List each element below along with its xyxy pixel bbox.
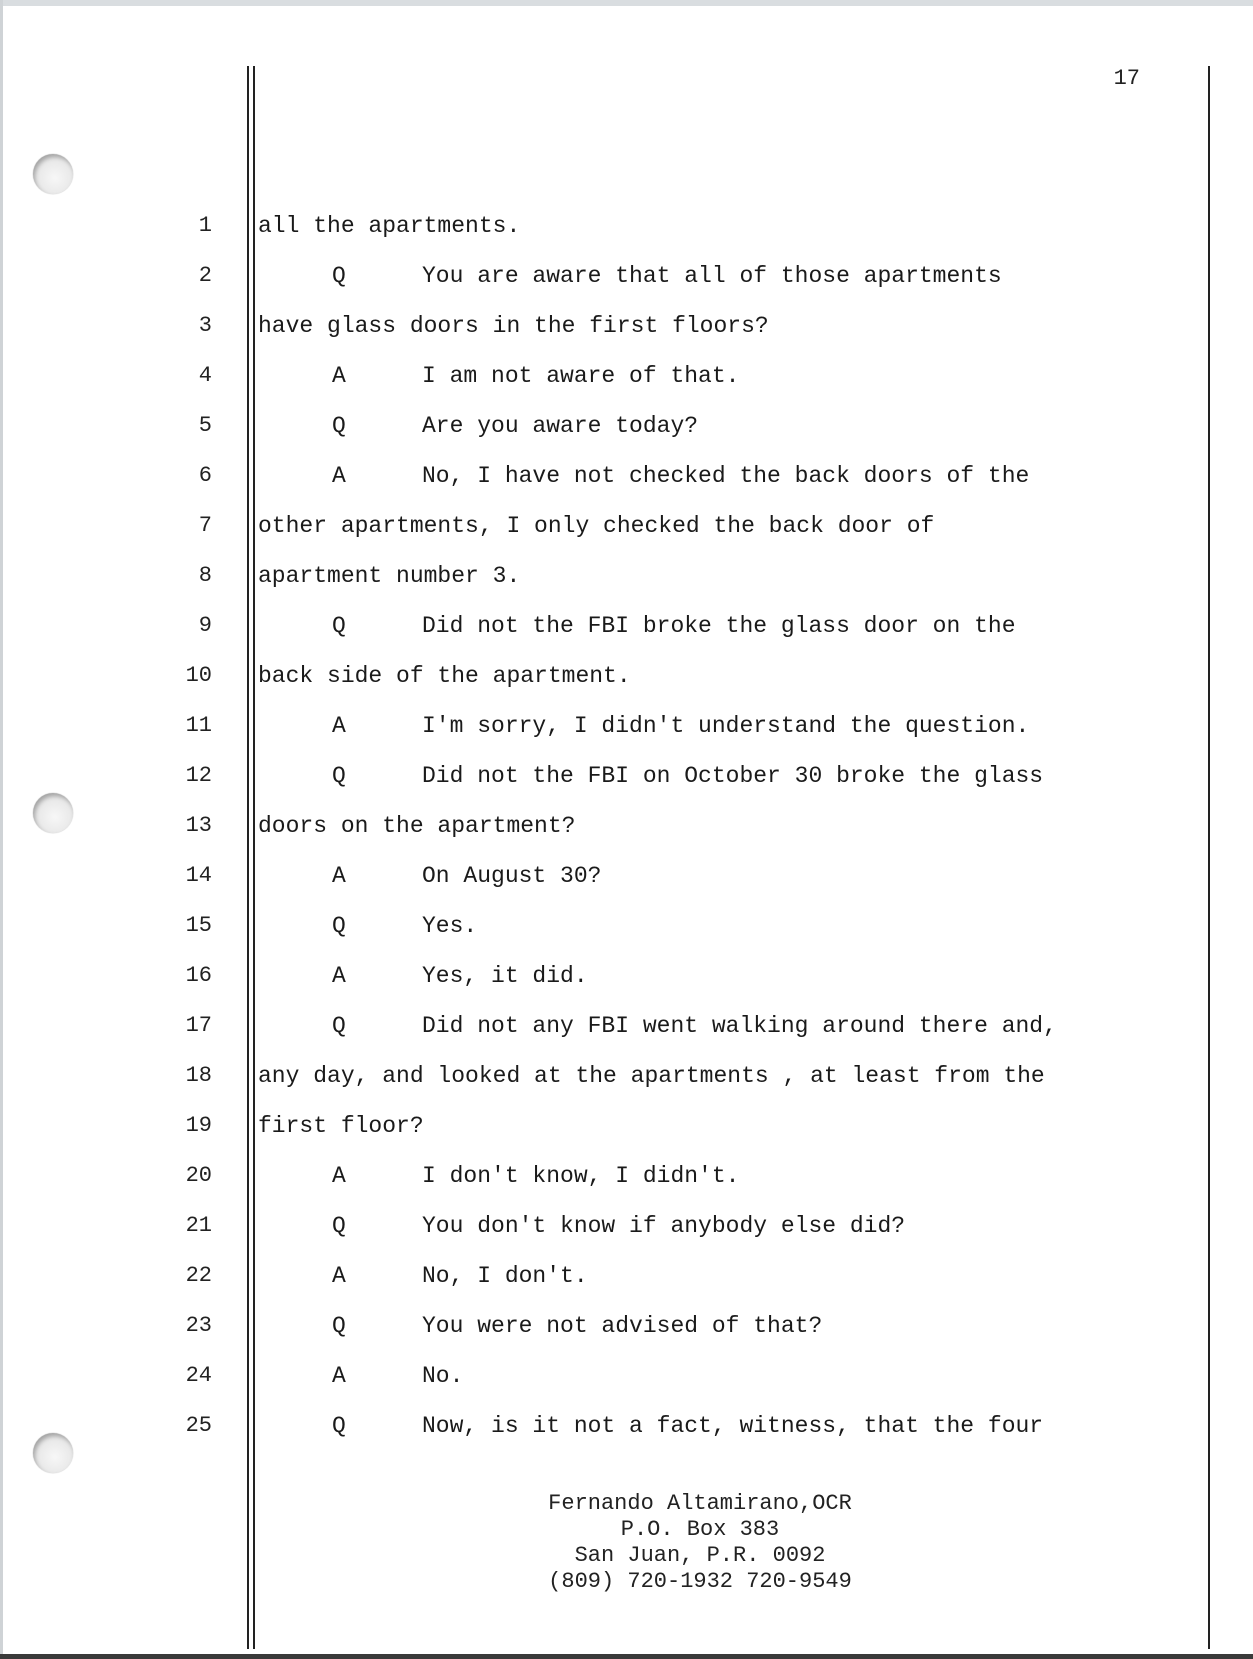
page-number: 17: [1113, 66, 1140, 91]
speaker-label: Q: [332, 1213, 346, 1239]
speaker-label: A: [332, 463, 346, 489]
line-text: Did not the FBI broke the glass door on the: [422, 613, 1016, 639]
scan-top-edge: [0, 0, 1253, 6]
scan-bottom-edge: [0, 1654, 1253, 1659]
line-text: Yes, it did.: [422, 963, 588, 989]
transcript-line: [0, 1362, 1253, 1412]
line-number: 5: [198, 413, 212, 438]
line-number: 3: [198, 313, 212, 338]
speaker-label: A: [332, 1363, 346, 1389]
transcript-line: [0, 312, 1253, 362]
transcript-line: [0, 1012, 1253, 1062]
line-text: back side of the apartment.: [258, 663, 631, 689]
transcript-line: [0, 762, 1253, 812]
line-number: 9: [198, 613, 212, 638]
line-number: 2: [198, 263, 212, 288]
line-text: apartment number 3.: [258, 563, 521, 589]
line-text: No.: [422, 1363, 464, 1389]
line-text: You don't know if anybody else did?: [422, 1213, 906, 1239]
speaker-label: Q: [332, 913, 346, 939]
transcript-line: [0, 362, 1253, 412]
line-number: 21: [185, 1213, 212, 1238]
line-text: Did not the FBI on October 30 broke the glass: [422, 763, 1044, 789]
reporter-phone: (809) 720-1932 720-9549: [548, 1569, 852, 1594]
line-number: 16: [185, 963, 212, 988]
line-number: 22: [185, 1263, 212, 1288]
line-number: 17: [185, 1013, 212, 1038]
transcript-line: [0, 1162, 1253, 1212]
speaker-label: A: [332, 713, 346, 739]
line-text: I am not aware of that.: [422, 363, 740, 389]
speaker-label: Q: [332, 263, 346, 289]
line-number: 8: [198, 563, 212, 588]
line-text: have glass doors in the first floors?: [258, 313, 769, 339]
transcript-line: [0, 562, 1253, 612]
transcript-body: [0, 212, 1253, 1462]
line-text: I don't know, I didn't.: [422, 1163, 740, 1189]
line-text: first floor?: [258, 1113, 424, 1139]
transcript-line: [0, 662, 1253, 712]
speaker-label: A: [332, 1163, 346, 1189]
line-number: 6: [198, 463, 212, 488]
speaker-label: A: [332, 963, 346, 989]
line-text: Are you aware today?: [422, 413, 699, 439]
speaker-label: Q: [332, 613, 346, 639]
transcript-line: [0, 462, 1253, 512]
speaker-label: A: [332, 863, 346, 889]
transcript-line: [0, 612, 1253, 662]
line-number: 18: [185, 1063, 212, 1088]
line-number: 25: [185, 1413, 212, 1438]
line-text: Yes.: [422, 913, 478, 939]
line-text: You were not advised of that?: [422, 1313, 823, 1339]
transcript-line: [0, 912, 1253, 962]
speaker-label: Q: [332, 1413, 346, 1439]
line-number: 11: [185, 713, 212, 738]
line-text: No, I don't.: [422, 1263, 588, 1289]
transcript-line: [0, 1112, 1253, 1162]
transcript-line: [0, 812, 1253, 862]
transcript-line: [0, 1212, 1253, 1262]
transcript-line: [0, 262, 1253, 312]
transcript-line: [0, 862, 1253, 912]
line-number: 4: [198, 363, 212, 388]
court-reporter-footer: [400, 1491, 1000, 1595]
line-number: 19: [185, 1113, 212, 1138]
line-text: doors on the apartment?: [258, 813, 576, 839]
line-text: You are aware that all of those apartments: [422, 263, 1002, 289]
line-number: 10: [185, 663, 212, 688]
line-text: On August 30?: [422, 863, 602, 889]
speaker-label: A: [332, 1263, 346, 1289]
transcript-line: [0, 712, 1253, 762]
line-text: Now, is it not a fact, witness, that the four: [422, 1413, 1044, 1439]
speaker-label: Q: [332, 763, 346, 789]
line-number: 1: [198, 213, 212, 238]
line-text: other apartments, I only checked the back door of: [258, 513, 935, 539]
transcript-line: [0, 512, 1253, 562]
transcript-line: [0, 1412, 1253, 1462]
speaker-label: A: [332, 363, 346, 389]
transcript-line: [0, 1262, 1253, 1312]
line-number: 13: [185, 813, 212, 838]
speaker-label: Q: [332, 413, 346, 439]
line-number: 7: [198, 513, 212, 538]
speaker-label: Q: [332, 1313, 346, 1339]
transcript-line: [0, 962, 1253, 1012]
line-text: all the apartments.: [258, 213, 521, 239]
reporter-name: Fernando Altamirano,OCR: [548, 1491, 852, 1516]
speaker-label: Q: [332, 1013, 346, 1039]
line-text: No, I have not checked the back doors of the: [422, 463, 1030, 489]
binder-hole-top: [33, 154, 73, 194]
line-text: I'm sorry, I didn't understand the question.: [422, 713, 1030, 739]
line-text: Did not any FBI went walking around there and,: [422, 1013, 1057, 1039]
line-number: 15: [185, 913, 212, 938]
transcript-line: [0, 1312, 1253, 1362]
transcript-line: [0, 212, 1253, 262]
line-number: 12: [185, 763, 212, 788]
transcript-line: [0, 1062, 1253, 1112]
line-number: 20: [185, 1163, 212, 1188]
line-number: 14: [185, 863, 212, 888]
line-number: 23: [185, 1313, 212, 1338]
transcript-line: [0, 412, 1253, 462]
line-number: 24: [185, 1363, 212, 1388]
reporter-po-box: P.O. Box 383: [620, 1517, 780, 1542]
line-text: any day, and looked at the apartments , at least from the: [258, 1063, 1045, 1089]
reporter-city: San Juan, P.R. 0092: [574, 1543, 826, 1568]
